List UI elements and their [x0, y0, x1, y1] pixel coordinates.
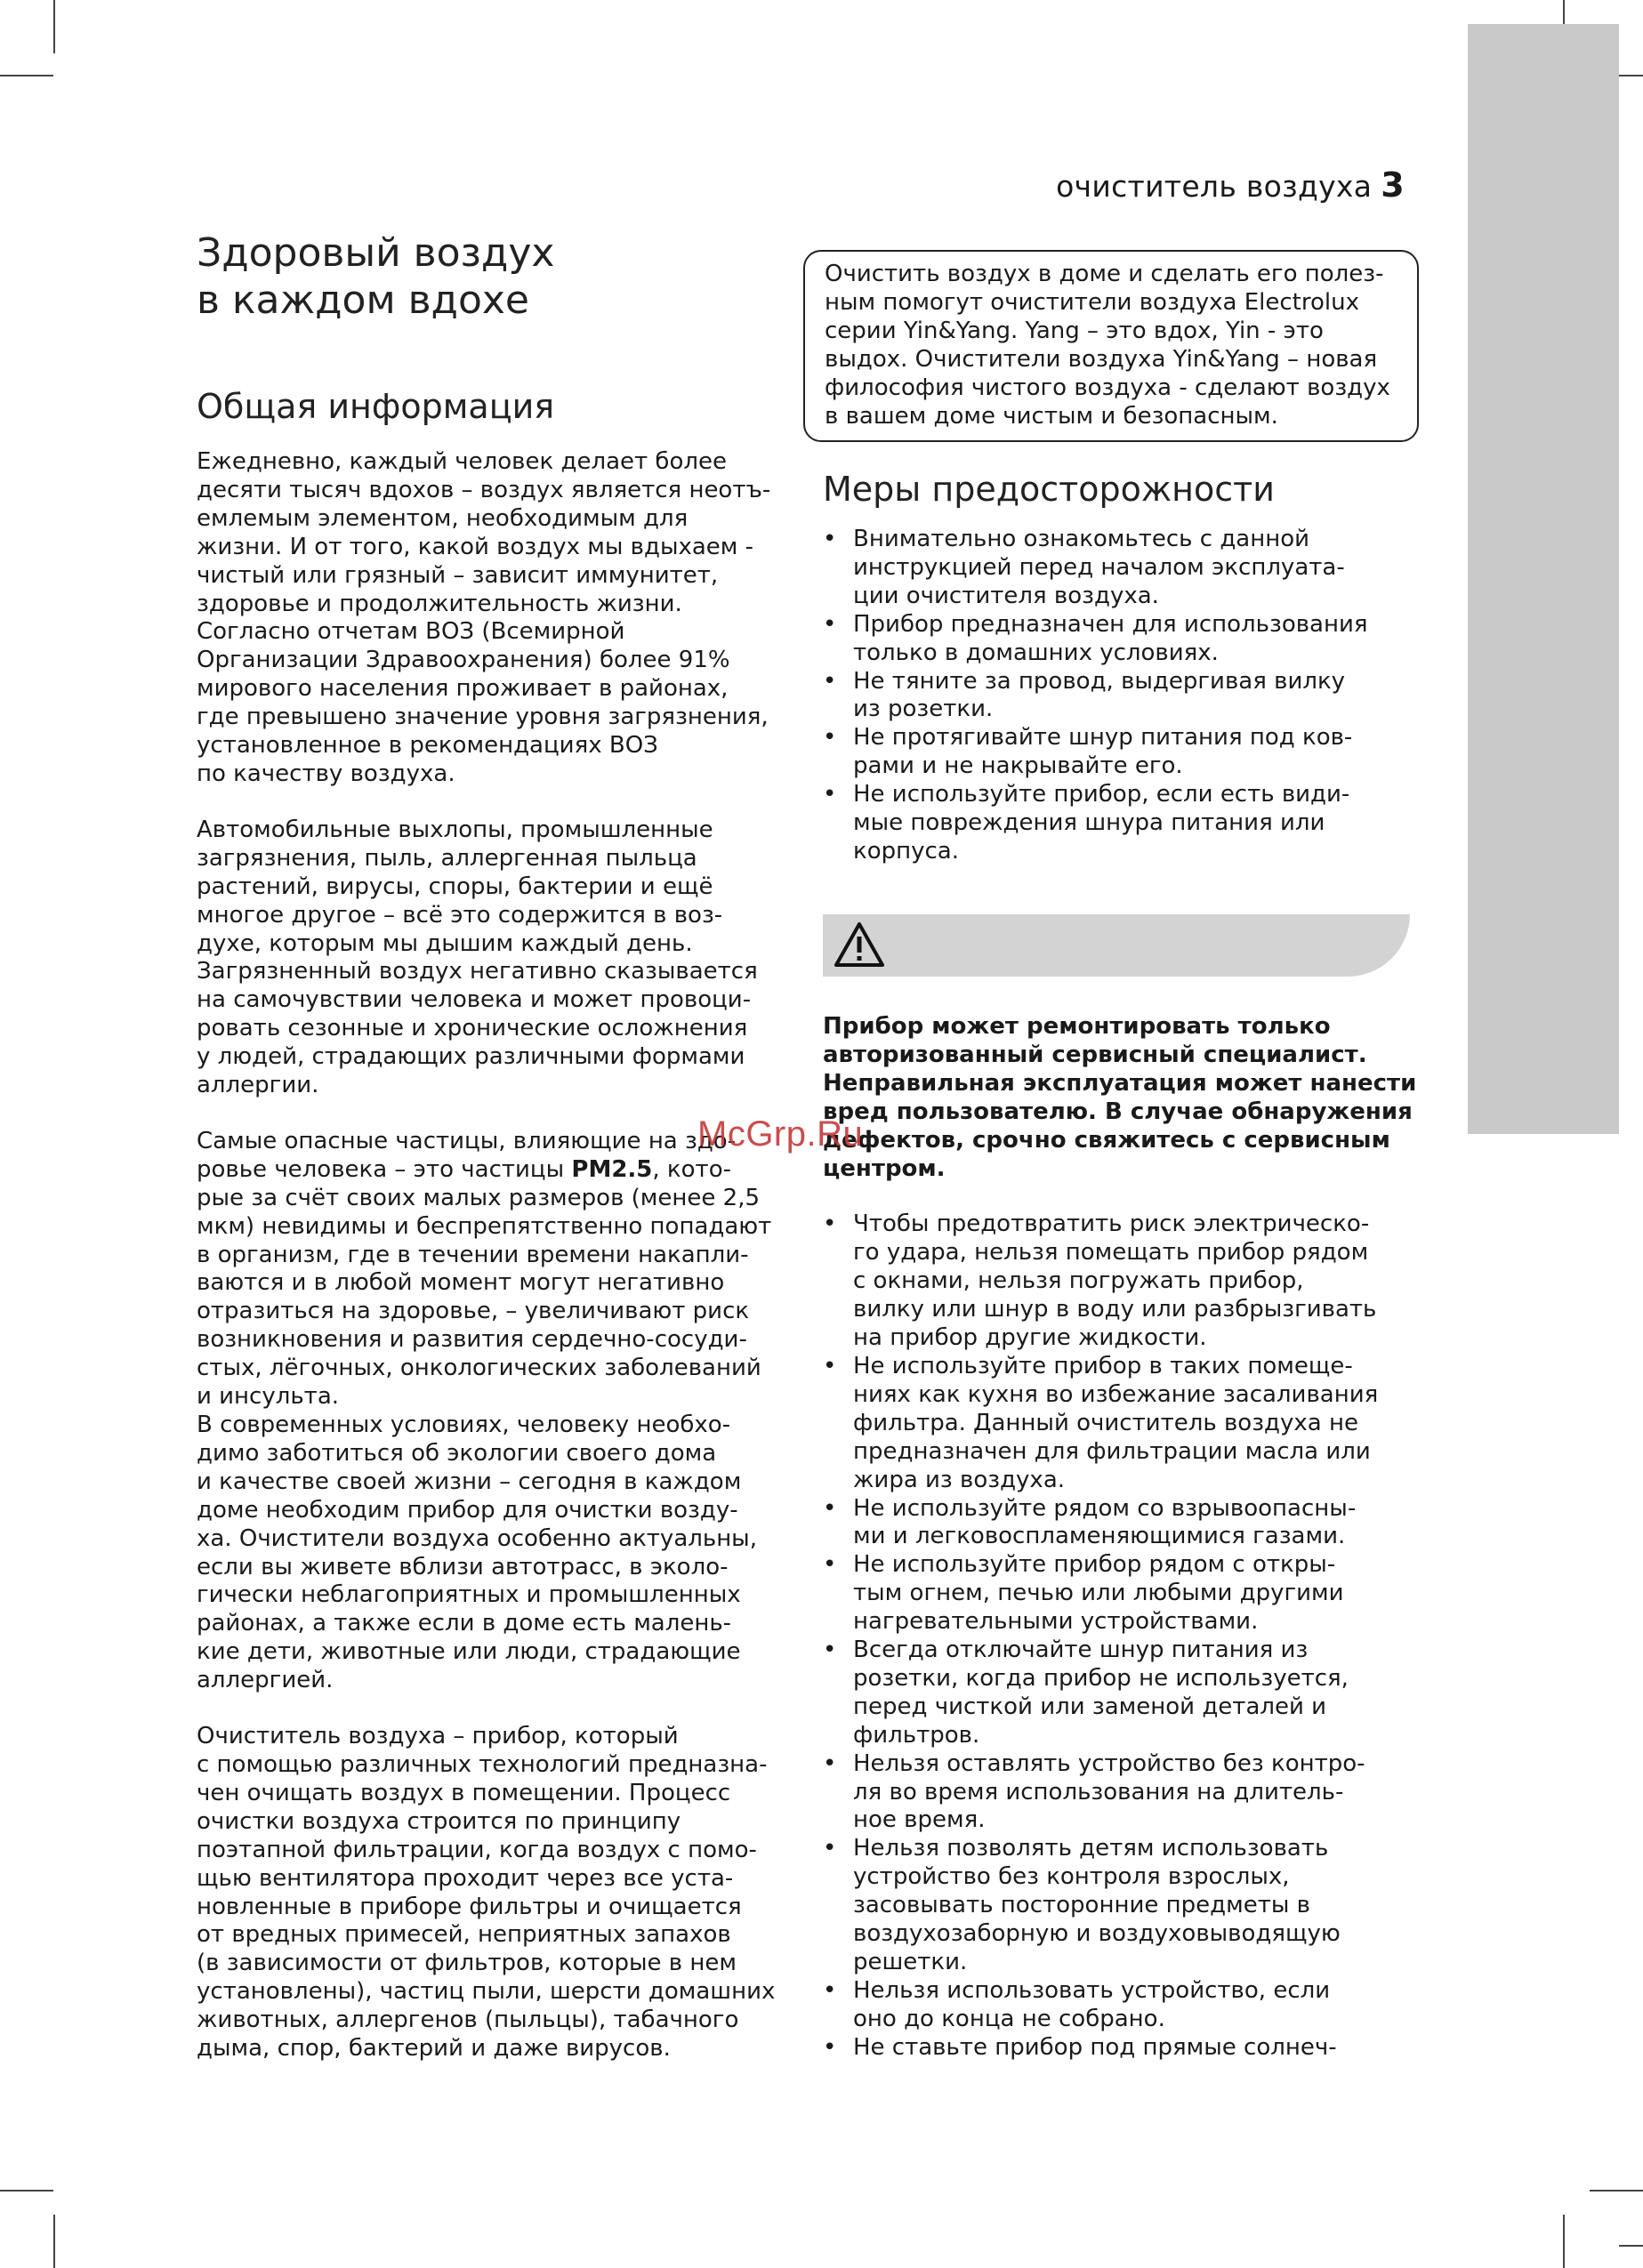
list-item	[823, 781, 1410, 866]
text-line: загрязнения, пыль, аллергенная пыльца	[197, 844, 697, 872]
text-line: Ежедневно, каждый человек делает более	[197, 448, 727, 475]
text-line: центром.	[823, 1154, 946, 1182]
text-line: отразиться на здоровье, – увеличивают риск	[197, 1298, 750, 1325]
list-item	[823, 611, 1410, 668]
text-line: если вы живете вблизи автотрасс, в эколо-	[197, 1553, 729, 1580]
text-line: устройство без контроля взрослых,	[853, 1863, 1290, 1891]
safety-list	[823, 1210, 1419, 2062]
text-line: на прибор другие жидкости.	[853, 1324, 1207, 1352]
warning-text	[823, 1013, 1419, 1183]
text-line: ровать сезонные и хронические осложнения	[197, 1015, 748, 1042]
list-item	[823, 1210, 1419, 1353]
list-item	[823, 724, 1410, 781]
text-line: аллергией.	[197, 1667, 334, 1694]
crop-mark	[1563, 2215, 1565, 2268]
text-line: только в домашних условиях.	[853, 639, 1219, 666]
text-line: ным помогут очистители воздуха Electrolux	[825, 288, 1359, 316]
text-line: гически неблагоприятных и промышленных	[197, 1581, 741, 1609]
text-line: вред пользователю. В случае обнаружения	[823, 1098, 1413, 1125]
warning-triangle-icon	[834, 921, 885, 968]
text-line: , кото-	[652, 1155, 731, 1183]
text-line: десяти тысяч вдохов – воздух является неотъ-	[197, 476, 771, 503]
text-line: решетки.	[853, 1949, 968, 1975]
general-paragraph	[197, 448, 784, 789]
text-line: серии Yin&Yang. Yang – это вдох, Yin - это	[825, 317, 1324, 344]
text-line: фильтров.	[853, 1721, 980, 1749]
crop-mark	[53, 0, 55, 53]
text-line: Прибор предназначен для использования	[853, 610, 1368, 638]
crop-mark	[0, 75, 53, 76]
text-line: ции очистителя воздуха.	[853, 582, 1159, 609]
list-item	[823, 1353, 1419, 1495]
text-line: воздухозаборную и воздуховыводящую	[853, 1920, 1341, 1948]
text-line: го удара, нельзя помещать прибор рядом	[853, 1239, 1369, 1267]
text-line: с помощью различных технологий предназна-	[197, 1750, 768, 1778]
text-line: у людей, страдающих различными формами	[197, 1043, 745, 1071]
text-line: с окнами, нельзя погружать прибор,	[853, 1267, 1304, 1295]
text-line: духе, которым мы дышим каждый день.	[197, 929, 693, 957]
text-line: в вашем доме чистым и безопасным.	[825, 402, 1278, 430]
list-item	[823, 1750, 1419, 1836]
text-line: ниях как кухня во избежание засаливания	[853, 1380, 1379, 1408]
text-line: Не ставьте прибор под прямые солнеч-	[853, 2033, 1337, 2061]
left-column	[197, 229, 784, 2063]
text-line: Не протягивайте шнур питания под ков-	[853, 724, 1353, 752]
general-paragraph	[197, 1723, 784, 2063]
list-item	[823, 1835, 1419, 1977]
page-number: 3	[1381, 165, 1405, 205]
text-line: установленное в рекомендациях ВОЗ	[197, 732, 658, 760]
text-line: Не используйте рядом со взрывоопасны-	[853, 1494, 1357, 1522]
text-line: стых, лёгочных, онкологических заболеваний	[197, 1355, 761, 1382]
crop-mark	[0, 2190, 53, 2192]
text-line: Очистить воздух в доме и сделать его полез-	[825, 261, 1384, 287]
text-line: тым огнем, печью или любыми другими	[853, 1580, 1344, 1607]
list-item	[823, 668, 1410, 725]
text-line: возникновения и развития сердечно-сосуди-	[197, 1326, 747, 1354]
text-line: на самочувствии человека и может провоци-	[197, 986, 752, 1014]
text-line: доме необходим прибор для очистки возду-	[197, 1496, 738, 1524]
text-line: мирового населения проживает в районах,	[197, 675, 729, 703]
text-line: Чтобы предотвратить риск электрическо-	[853, 1210, 1370, 1238]
text-line: Очиститель воздуха – прибор, который	[197, 1723, 679, 1750]
crop-mark	[53, 2215, 55, 2268]
page-title	[197, 229, 784, 324]
text-line: оно до конца не собрано.	[853, 2005, 1165, 2032]
text-line: районах, а также если в доме есть малень-	[197, 1610, 732, 1637]
text-line: философия чистого воздуха - сделают воздух	[825, 374, 1390, 401]
list-item	[823, 526, 1410, 611]
text-line: по качеству воздуха.	[197, 760, 455, 787]
text-line: нагревательными устройствами.	[853, 1608, 1259, 1636]
general-paragraph	[197, 816, 784, 1100]
pm25-term: PM2.5	[571, 1155, 653, 1183]
general-heading: Общая информация	[197, 387, 555, 426]
text-line: В современных условиях, человеку необхо-	[197, 1411, 731, 1438]
text-line: щью вентилятора проходит через все уста-	[197, 1864, 734, 1892]
side-tab	[1468, 24, 1619, 1134]
text-line: ное время.	[853, 1806, 986, 1834]
text-line: дефектов, срочно свяжитесь с сервисным	[823, 1126, 1390, 1154]
text-line: здоровье и продолжительность жизни.	[197, 590, 682, 617]
text-line: и качестве своей жизни – сегодня в каждом	[197, 1468, 742, 1495]
text-line: растений, вирусы, споры, бактерии и ещё	[197, 873, 713, 900]
text-line: животных, аллергенов (пыльцы), табачного	[197, 2007, 739, 2034]
list-item	[823, 2034, 1419, 2063]
text-line: аллергии.	[197, 1072, 319, 1099]
watermark: McGrp.Ru	[697, 1114, 864, 1154]
text-line: многое другое – всё это содержится в воз-	[197, 901, 723, 929]
text-line: Нельзя использовать устройство, если	[853, 1976, 1331, 2004]
text-line: (в зависимости от фильтров, которые в нем	[197, 1950, 737, 1977]
text-line: жира из воздуха.	[853, 1466, 1066, 1493]
page-title-line: в каждом вдохе	[197, 277, 529, 323]
text-line: ваются и в любой момент могут негативно	[197, 1269, 725, 1297]
text-line: ля во время использования на длитель-	[853, 1778, 1344, 1806]
text-line: емлемым элементом, необходимым для	[197, 504, 689, 532]
text-line: дыма, спор, бактерий и даже вирусов.	[197, 2035, 671, 2063]
warning-section	[823, 1013, 1419, 2063]
text-line: ми и легковоспламеняющимися газами.	[853, 1523, 1346, 1550]
text-line: Загрязненный воздух негативно сказывается	[197, 958, 758, 985]
warning-bar	[823, 914, 1410, 977]
list-item	[823, 1551, 1419, 1637]
text-line: рые за счёт своих малых размеров (менее 2,5	[197, 1184, 761, 1211]
text-line: Всегда отключайте шнур питания из	[853, 1637, 1309, 1664]
text-line: Нельзя оставлять устройство без контро-	[853, 1749, 1365, 1777]
text-line: Нельзя позволять детям использовать	[853, 1835, 1329, 1862]
text-line: выдох. Очистители воздуха Yin&Yang – новая	[825, 345, 1378, 373]
text-line: Прибор может ремонтировать только	[823, 1013, 1331, 1040]
text-line: перед чисткой или заменой деталей и	[853, 1693, 1327, 1720]
text-line: Внимательно ознакомьтесь с данной	[853, 526, 1310, 552]
text-line: корпуса.	[853, 837, 959, 865]
text-line: чен очищать воздух в помещении. Процесс	[197, 1779, 731, 1806]
precautions-heading: Меры предосторожности	[823, 470, 1275, 509]
text-line: в организм, где в течении времени накапли-	[197, 1241, 749, 1268]
text-line: поэтапной фильтрации, когда воздух с помо-	[197, 1836, 757, 1863]
crop-mark	[1619, 2245, 1643, 2247]
header-title: очиститель воздуха	[1056, 169, 1373, 204]
list-item	[823, 1637, 1419, 1750]
text-line: очистки воздуха строится по принципу	[197, 1807, 681, 1835]
intro-text	[825, 261, 1399, 430]
text-line: Автомобильные выхлопы, промышленные	[197, 816, 713, 843]
text-line: ровье человека – это частицы	[197, 1155, 572, 1183]
text-line: ха. Очистители воздуха особенно актуальны,	[197, 1524, 757, 1552]
text-line: Неправильная эксплуатация может нанести	[823, 1069, 1417, 1097]
text-line: фильтра. Данный очиститель воздуха не	[853, 1409, 1358, 1436]
precautions-section	[823, 469, 1410, 866]
text-line: засовывать посторонние предметы в	[853, 1892, 1310, 1919]
text-line: розетки, когда прибор не используется,	[853, 1664, 1349, 1692]
list-item	[823, 1495, 1419, 1552]
text-line: Не используйте прибор рядом с откры-	[853, 1551, 1336, 1579]
text-line: от вредных примесей, неприятных запахов	[197, 1921, 731, 1949]
text-line: инструкцией перед началом эксплуата-	[853, 553, 1345, 581]
text-line: авторизованный сервисный специалист.	[823, 1041, 1367, 1068]
intro-box	[803, 250, 1419, 442]
text-line: вилку или шнур в воду или разбрызгивать	[853, 1296, 1377, 1323]
text-line: и инсульта.	[197, 1383, 340, 1411]
text-line: где превышено значение уровня загрязнения,	[197, 704, 769, 731]
text-line: Согласно отчетам ВОЗ (Всемирной	[197, 618, 625, 646]
text-line: из розетки.	[853, 696, 994, 723]
list-item	[823, 1977, 1419, 2034]
crop-mark	[1590, 2190, 1643, 2192]
text-line: Не используйте прибор, если есть види-	[853, 781, 1350, 808]
text-line: кие дети, животные или люди, страдающие	[197, 1638, 741, 1666]
text-line: мкм) невидимы и беспрепятственно попадают	[197, 1212, 772, 1240]
text-line: мые повреждения шнура питания или	[853, 809, 1325, 837]
text-line: рами и не накрывайте его.	[853, 752, 1183, 780]
text-line: Не тяните за провод, выдергивая вилку	[853, 667, 1346, 695]
page-title-line: Здоровый воздух	[197, 230, 555, 276]
text-line: чистый или грязный – зависит иммунитет,	[197, 561, 719, 589]
text-line: Самые опасные частицы, влияющие на здо-	[197, 1127, 737, 1154]
precautions-list	[823, 526, 1410, 866]
running-header	[1056, 165, 1405, 205]
text-line: димо заботиться об экологии своего дома	[197, 1439, 717, 1467]
text-line: установлены), частиц пыли, шерсти домашних	[197, 1978, 776, 2006]
text-line: Организации Здравоохранения) более 91%	[197, 647, 730, 674]
text-line: Не используйте прибор в таких помеще-	[853, 1352, 1353, 1379]
text-line: жизни. И от того, какой воздух мы вдыхаем -	[197, 533, 754, 560]
text-line: предназначен для фильтрации масла или	[853, 1437, 1371, 1465]
general-paragraph	[197, 1128, 784, 1411]
text-line: новленные в приборе фильтры и очищается	[197, 1893, 742, 1920]
general-paragraph	[197, 1411, 784, 1695]
